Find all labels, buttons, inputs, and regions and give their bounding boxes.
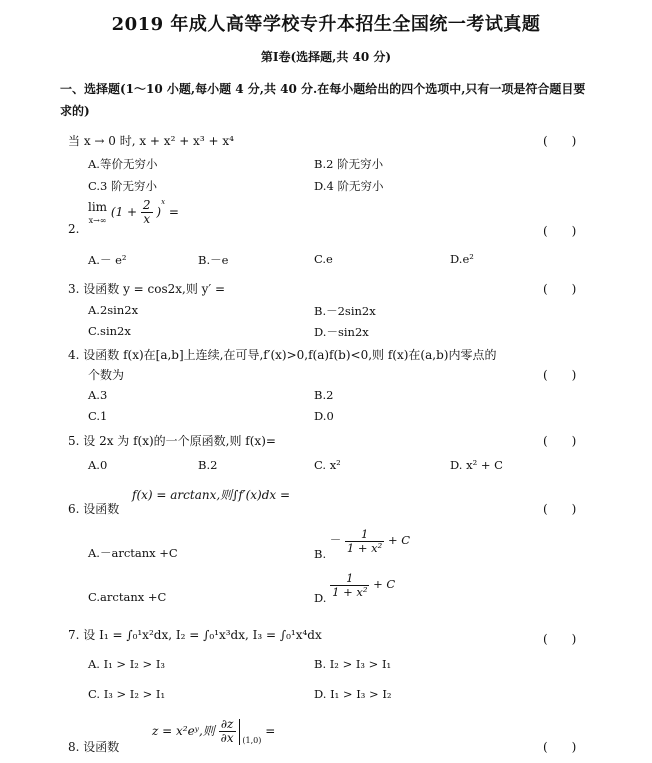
- question-2-option-b: B.－e: [198, 253, 229, 267]
- page-title: 2019 年成人高等学校专升本招生全国统一考试真题: [111, 14, 541, 35]
- question-7-option-c: C. I₃ > I₂ > I₁: [88, 687, 166, 701]
- question-6-option-b: B. － $\frac{1}{\text{1 + x²}}$ + C: [314, 527, 411, 562]
- question-2-expression: lim x→∞ (1 + $\frac{2}{x}$ )$^x$ =: [88, 197, 179, 226]
- question-8-number: 8. 设函数: [68, 740, 120, 754]
- question-4-option-b: B.2: [314, 388, 334, 402]
- question-6-option-a: A.－arctanx +C: [88, 546, 178, 560]
- section-subtitle: 第Ⅰ卷(选择题,共 40 分): [260, 50, 392, 64]
- question-1-option-a: A.等价无穷小: [88, 157, 158, 171]
- question-3-stem: 3. 设函数 y = cos2x,则 y′ =: [68, 282, 226, 296]
- question-7-option-b: B. I₂ > I₃ > I₁: [314, 657, 392, 671]
- question-7-answer-blank: ( ): [543, 632, 577, 646]
- question-5-option-b: B.2: [198, 458, 218, 472]
- question-7-option-d: D. I₁ > I₃ > I₂: [314, 687, 392, 701]
- question-1-option-c: C.3 阶无穷小: [88, 179, 158, 193]
- question-4-stem-line-1: 4. 设函数 f(x)在[a,b]上连续,在可导,f′(x)>0,f(a)f(b)<0,则 f(x)在(a,b)内零点的: [68, 348, 497, 362]
- question-7-stem: 7. 设 I₁ = ∫₀¹x²dx, I₂ = ∫₀¹x³dx, I₃ = ∫₀¹x⁴dx: [68, 628, 322, 642]
- question-5-stem: 5. 设 2x 为 f(x)的一个原函数,则 f(x)=: [68, 434, 276, 448]
- question-6-answer-blank: ( ): [543, 502, 577, 516]
- question-4-option-d: D.0: [314, 409, 334, 423]
- question-3-answer-blank: ( ): [543, 282, 577, 296]
- question-1-stem: 当 x → 0 时, x + x² + x³ + x⁴: [68, 134, 234, 148]
- question-4-option-a: A.3: [88, 388, 108, 402]
- question-2-number: 2.: [68, 222, 80, 236]
- question-3-option-d: D.－sin2x: [314, 325, 369, 339]
- question-1-option-d: D.4 阶无穷小: [314, 179, 384, 193]
- question-1-option-b: B.2 阶无穷小: [314, 157, 384, 171]
- question-5-option-d: D. x² + C: [450, 458, 503, 472]
- question-4-stem-line-2: 个数为: [88, 368, 125, 382]
- question-3-option-c: C.sin2x: [88, 324, 131, 338]
- limit-symbol: lim: [88, 199, 108, 214]
- question-7-option-a: A. I₁ > I₂ > I₃: [88, 657, 165, 671]
- question-5-option-c: C. x²: [314, 458, 341, 472]
- question-2-answer-blank: ( ): [543, 224, 577, 238]
- limit-subscript: x→∞: [88, 215, 107, 225]
- question-2-option-a: A.－ e²: [88, 253, 127, 267]
- question-5-option-a: A.0: [88, 458, 108, 472]
- question-4-answer-blank: ( ): [543, 368, 577, 382]
- question-3-option-b: B.－2sin2x: [314, 304, 376, 318]
- question-8-expression: z = x²eʸ,则 $\frac{\partial z}{\partial x}$ $_{(1,0)}$ =: [152, 717, 276, 746]
- question-6-option-c: C.arctanx +C: [88, 590, 167, 604]
- question-6-number: 6. 设函数: [68, 502, 120, 516]
- question-6-option-d: D. $\frac{1}{\text{1 + x²}}$ + C: [314, 571, 396, 606]
- question-6-expression: f(x) = arctanx,则∫f′(x)dx =: [132, 488, 291, 502]
- question-2-option-d: D.e²: [450, 252, 474, 266]
- question-2-option-c: C.e: [314, 252, 333, 266]
- question-1-answer-blank: ( ): [543, 134, 577, 148]
- section-instructions: 一、选择题(1～10 小题,每小题 4 分,共 40 分.在每小题给出的四个选项中,只有一项是符合题目要求的): [60, 82, 586, 118]
- fraction: $\frac{2}{x}$: [142, 197, 151, 226]
- question-4-option-c: C.1: [88, 409, 108, 423]
- question-8-answer-blank: ( ): [543, 740, 577, 754]
- question-3-option-a: A.2sin2x: [88, 303, 139, 317]
- question-5-answer-blank: ( ): [543, 434, 577, 448]
